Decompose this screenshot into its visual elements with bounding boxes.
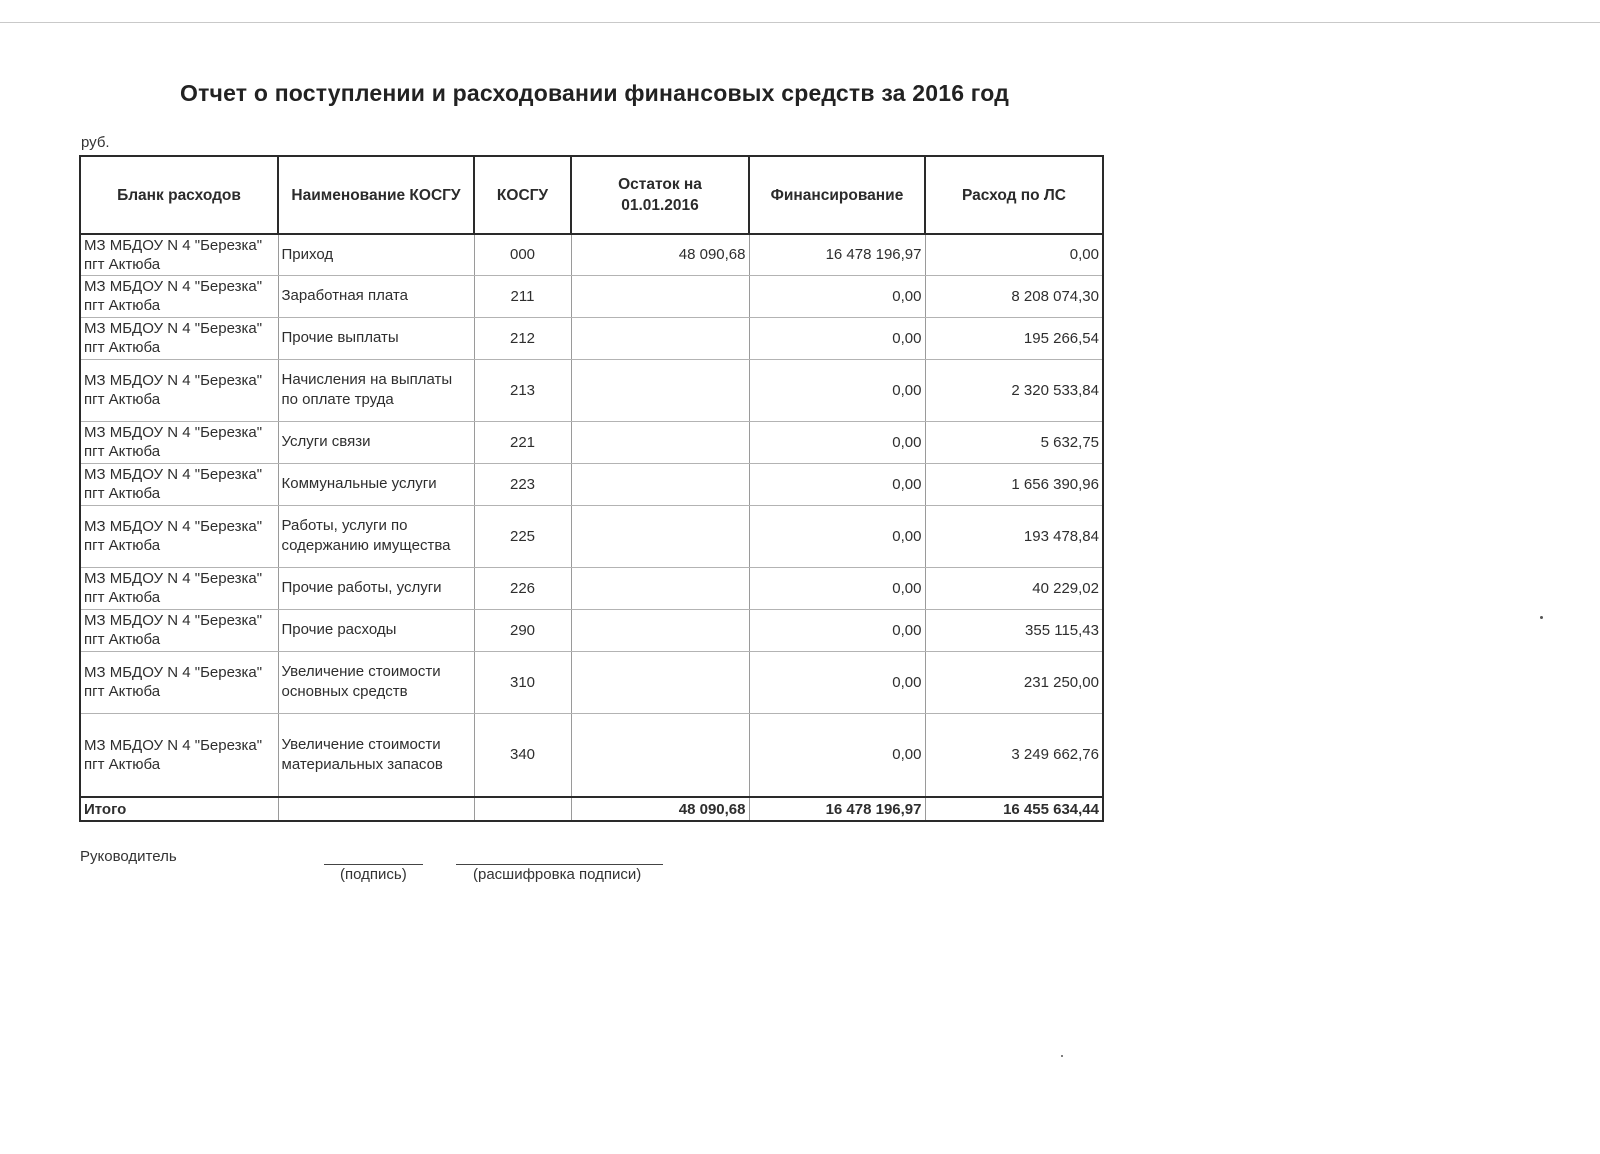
cell-expense: 2 320 533,84	[925, 359, 1103, 421]
cell-kosgu-name: Прочие выплаты	[278, 317, 474, 359]
cell-org: МЗ МБДОУ N 4 "Березка" пгт Актюба	[80, 651, 278, 713]
cell-org: МЗ МБДОУ N 4 "Березка" пгт Актюба	[80, 505, 278, 567]
total-funding: 16 478 196,97	[749, 797, 925, 821]
cell-funding: 0,00	[749, 317, 925, 359]
cell-expense: 195 266,54	[925, 317, 1103, 359]
table-row	[80, 234, 1103, 275]
cell-funding: 0,00	[749, 567, 925, 609]
table-header-row	[80, 156, 1103, 234]
finance-report-table	[79, 155, 1104, 822]
col-header-kosgu-code: КОСГУ	[474, 156, 571, 234]
cell-expense: 3 249 662,76	[925, 713, 1103, 797]
total-row	[80, 797, 1103, 821]
table-row	[80, 505, 1103, 567]
cell-kosgu-name: Работы, услуги по содержанию имущества	[278, 505, 474, 567]
cell-balance	[571, 359, 749, 421]
cell-kosgu-name: Заработная плата	[278, 275, 474, 317]
cell-org: МЗ МБДОУ N 4 "Березка" пгт Актюба	[80, 609, 278, 651]
total-empty-name	[278, 797, 474, 821]
col-header-kosgu-name: Наименование КОСГУ	[278, 156, 474, 234]
cell-balance	[571, 421, 749, 463]
signature-caption: (подпись)	[340, 866, 407, 883]
scan-top-edge	[0, 22, 1600, 23]
table-row	[80, 567, 1103, 609]
cell-funding: 0,00	[749, 651, 925, 713]
cell-kosgu-name: Увеличение стоимости основных средств	[278, 651, 474, 713]
cell-expense: 355 115,43	[925, 609, 1103, 651]
cell-org: МЗ МБДОУ N 4 "Березка" пгт Актюба	[80, 463, 278, 505]
cell-org: МЗ МБДОУ N 4 "Березка" пгт Актюба	[80, 275, 278, 317]
currency-unit: руб.	[81, 134, 110, 151]
cell-expense: 5 632,75	[925, 421, 1103, 463]
cell-expense: 1 656 390,96	[925, 463, 1103, 505]
table-row	[80, 713, 1103, 797]
total-label: Итого	[80, 797, 278, 821]
total-balance: 48 090,68	[571, 797, 749, 821]
cell-org: МЗ МБДОУ N 4 "Березка" пгт Актюба	[80, 713, 278, 797]
signature-decode-caption: (расшифровка подписи)	[473, 866, 642, 883]
page-title: Отчет о поступлении и расходовании финансовых средств за 2016 год	[180, 80, 1010, 106]
cell-kosgu-name: Начисления на выплаты по оплате труда	[278, 359, 474, 421]
col-header-opening-balance: Остаток на 01.01.2016	[571, 156, 749, 234]
cell-expense: 40 229,02	[925, 567, 1103, 609]
cell-kosgu-name: Услуги связи	[278, 421, 474, 463]
cell-kosgu-code: 225	[474, 505, 571, 567]
cell-balance	[571, 609, 749, 651]
signature-line	[324, 864, 423, 865]
scan-speck	[1061, 1055, 1063, 1057]
cell-funding: 0,00	[749, 421, 925, 463]
table-row	[80, 317, 1103, 359]
cell-kosgu-code: 213	[474, 359, 571, 421]
total-empty-code	[474, 797, 571, 821]
signature-role: Руководитель	[80, 848, 177, 865]
cell-funding: 0,00	[749, 359, 925, 421]
cell-kosgu-code: 310	[474, 651, 571, 713]
cell-kosgu-code: 000	[474, 234, 571, 275]
cell-balance	[571, 713, 749, 797]
cell-funding: 0,00	[749, 505, 925, 567]
cell-funding: 16 478 196,97	[749, 234, 925, 275]
cell-balance	[571, 317, 749, 359]
cell-org: МЗ МБДОУ N 4 "Березка" пгт Актюба	[80, 567, 278, 609]
cell-kosgu-code: 221	[474, 421, 571, 463]
cell-funding: 0,00	[749, 275, 925, 317]
cell-balance: 48 090,68	[571, 234, 749, 275]
cell-kosgu-code: 226	[474, 567, 571, 609]
cell-org: МЗ МБДОУ N 4 "Березка" пгт Актюба	[80, 421, 278, 463]
cell-kosgu-name: Прочие работы, услуги	[278, 567, 474, 609]
cell-org: МЗ МБДОУ N 4 "Березка" пгт Актюба	[80, 317, 278, 359]
cell-kosgu-name: Прочие расходы	[278, 609, 474, 651]
col-header-expense-form: Бланк расходов	[80, 156, 278, 234]
table-row	[80, 463, 1103, 505]
cell-funding: 0,00	[749, 463, 925, 505]
table-row	[80, 275, 1103, 317]
cell-balance	[571, 651, 749, 713]
cell-kosgu-code: 340	[474, 713, 571, 797]
cell-kosgu-code: 212	[474, 317, 571, 359]
table-row	[80, 609, 1103, 651]
cell-balance	[571, 505, 749, 567]
signature-decode-line	[456, 864, 663, 865]
col-header-funding: Финансирование	[749, 156, 925, 234]
table-row	[80, 359, 1103, 421]
cell-balance	[571, 463, 749, 505]
cell-balance	[571, 275, 749, 317]
cell-expense: 8 208 074,30	[925, 275, 1103, 317]
cell-kosgu-code: 223	[474, 463, 571, 505]
cell-kosgu-name: Приход	[278, 234, 474, 275]
col-header-expense: Расход по ЛС	[925, 156, 1103, 234]
cell-expense: 193 478,84	[925, 505, 1103, 567]
cell-kosgu-code: 290	[474, 609, 571, 651]
table-row	[80, 651, 1103, 713]
cell-org: МЗ МБДОУ N 4 "Березка" пгт Актюба	[80, 234, 278, 275]
cell-balance	[571, 567, 749, 609]
cell-expense: 231 250,00	[925, 651, 1103, 713]
table-row	[80, 421, 1103, 463]
cell-funding: 0,00	[749, 713, 925, 797]
cell-kosgu-code: 211	[474, 275, 571, 317]
cell-kosgu-name: Коммунальные услуги	[278, 463, 474, 505]
scan-speck	[1540, 616, 1543, 619]
cell-org: МЗ МБДОУ N 4 "Березка" пгт Актюба	[80, 359, 278, 421]
cell-expense: 0,00	[925, 234, 1103, 275]
cell-kosgu-name: Увеличение стоимости материальных запасов	[278, 713, 474, 797]
total-expense: 16 455 634,44	[925, 797, 1103, 821]
cell-funding: 0,00	[749, 609, 925, 651]
